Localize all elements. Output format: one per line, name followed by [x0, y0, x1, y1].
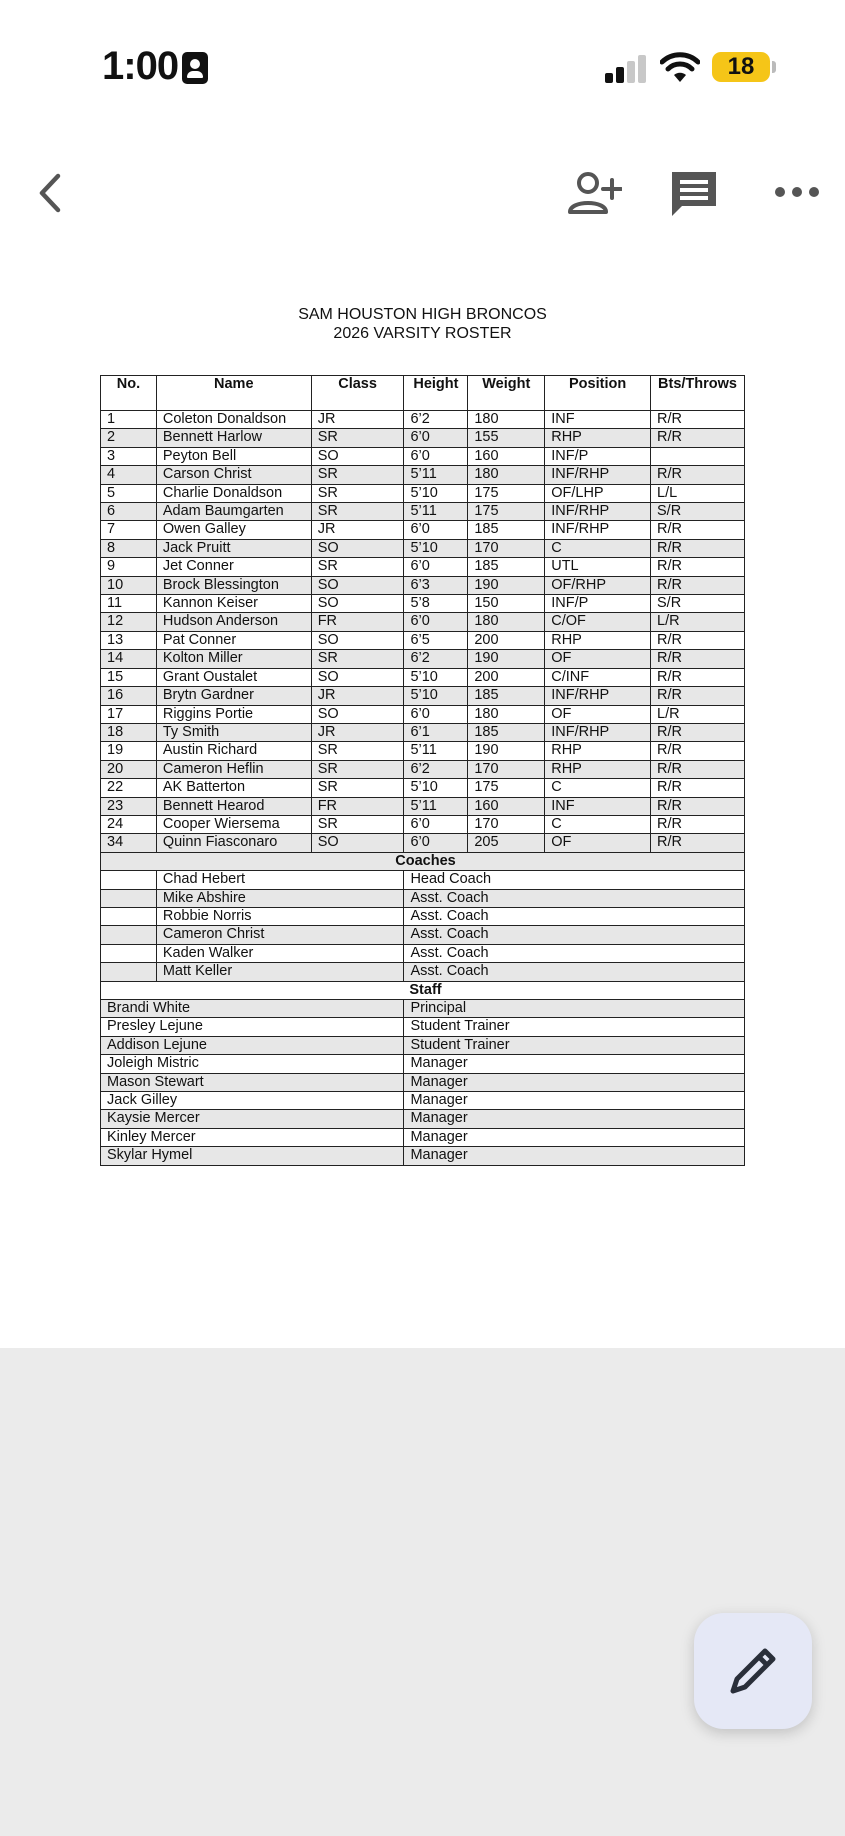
document-page	[100, 305, 745, 1164]
cell-position: INF	[545, 411, 651, 429]
coach-name: Matt Keller	[156, 963, 404, 981]
cell-weight: 185	[468, 723, 545, 741]
cell-height: 5’11	[404, 466, 468, 484]
cell-name: Cameron Heflin	[156, 760, 311, 778]
cell-position: OF/LHP	[545, 484, 651, 502]
cell-position: UTL	[545, 558, 651, 576]
status-bar	[0, 0, 845, 140]
cell-class: JR	[311, 723, 404, 741]
cell-position: INF/RHP	[545, 723, 651, 741]
table-row	[101, 981, 745, 999]
cell-no: 19	[101, 742, 157, 760]
table-row	[101, 705, 745, 723]
cell-height: 6’3	[404, 576, 468, 594]
cell-position: RHP	[545, 742, 651, 760]
cell-blank	[101, 944, 157, 962]
table-row	[101, 1018, 745, 1036]
more-horizontal-icon[interactable]	[772, 172, 822, 212]
cell-no: 20	[101, 760, 157, 778]
table-row	[101, 631, 745, 649]
staff-role: Manager	[404, 1110, 745, 1128]
staff-name: Skylar Hymel	[101, 1147, 404, 1165]
table-row	[101, 944, 745, 962]
cell-position: C	[545, 539, 651, 557]
cell-class: SR	[311, 503, 404, 521]
cell-blank	[101, 926, 157, 944]
cell-name: Bennett Harlow	[156, 429, 311, 447]
cell-name: Brytn Gardner	[156, 687, 311, 705]
cell-no: 10	[101, 576, 157, 594]
staff-section-header: Staff	[101, 981, 745, 999]
cell-class: SO	[311, 668, 404, 686]
table-row	[101, 1055, 745, 1073]
cell-no: 13	[101, 631, 157, 649]
cell-weight: 190	[468, 650, 545, 668]
cell-position: OF/RHP	[545, 576, 651, 594]
cell-position: INF/RHP	[545, 503, 651, 521]
cell-class: FR	[311, 797, 404, 815]
staff-role: Manager	[404, 1092, 745, 1110]
cell-no: 7	[101, 521, 157, 539]
cell-height: 6’0	[404, 429, 468, 447]
cell-position: INF/RHP	[545, 466, 651, 484]
table-row	[101, 484, 745, 502]
cell-weight: 180	[468, 466, 545, 484]
cell-name: Cooper Wiersema	[156, 815, 311, 833]
cell-blank	[101, 889, 157, 907]
coaches-section-header: Coaches	[101, 852, 745, 870]
cell-class: SR	[311, 558, 404, 576]
cell-weight: 150	[468, 595, 545, 613]
staff-name: Mason Stewart	[101, 1073, 404, 1091]
table-row	[101, 1036, 745, 1054]
coach-name: Cameron Christ	[156, 926, 404, 944]
cell-class: SO	[311, 595, 404, 613]
cell-height: 5’11	[404, 797, 468, 815]
add-person-icon[interactable]	[566, 168, 622, 218]
table-row	[101, 779, 745, 797]
cell-bats-throws: R/R	[651, 650, 745, 668]
table-row	[101, 503, 745, 521]
table-row	[101, 1110, 745, 1128]
cell-class: SR	[311, 779, 404, 797]
cell-height: 6’0	[404, 447, 468, 465]
coach-role: Asst. Coach	[404, 907, 745, 925]
table-row	[101, 521, 745, 539]
table-row	[101, 907, 745, 925]
cell-class: SR	[311, 742, 404, 760]
cell-weight: 190	[468, 576, 545, 594]
cell-bats-throws: R/R	[651, 631, 745, 649]
cell-height: 6’2	[404, 650, 468, 668]
cell-bats-throws: R/R	[651, 429, 745, 447]
cell-height: 5’11	[404, 503, 468, 521]
table-row	[101, 429, 745, 447]
cell-weight: 185	[468, 687, 545, 705]
cell-class: SR	[311, 760, 404, 778]
cell-no: 15	[101, 668, 157, 686]
table-row	[101, 760, 745, 778]
cell-class: SR	[311, 484, 404, 502]
table-row	[101, 447, 745, 465]
pencil-icon	[727, 1645, 779, 1697]
cell-name: Riggins Portie	[156, 705, 311, 723]
cell-no: 5	[101, 484, 157, 502]
cell-no: 23	[101, 797, 157, 815]
table-row	[101, 852, 745, 870]
cell-no: 8	[101, 539, 157, 557]
cell-bats-throws: R/R	[651, 668, 745, 686]
cell-bats-throws	[651, 447, 745, 465]
cell-no: 1	[101, 411, 157, 429]
table-row	[101, 613, 745, 631]
cell-name: Jet Conner	[156, 558, 311, 576]
cell-height: 6’0	[404, 815, 468, 833]
coach-role: Asst. Coach	[404, 944, 745, 962]
cell-class: JR	[311, 411, 404, 429]
empty-canvas-area	[0, 1348, 845, 1836]
cell-name: Bennett Hearod	[156, 797, 311, 815]
cell-name: Hudson Anderson	[156, 613, 311, 631]
cell-no: 18	[101, 723, 157, 741]
cell-bats-throws: S/R	[651, 503, 745, 521]
cell-class: SO	[311, 705, 404, 723]
battery-indicator: 18	[712, 52, 770, 82]
cell-position: RHP	[545, 429, 651, 447]
table-row	[101, 539, 745, 557]
cell-weight: 170	[468, 815, 545, 833]
cell-height: 6’2	[404, 411, 468, 429]
document-title	[100, 305, 745, 343]
cell-class: SO	[311, 834, 404, 852]
cell-height: 5’10	[404, 779, 468, 797]
cell-name: Pat Conner	[156, 631, 311, 649]
staff-name: Joleigh Mistric	[101, 1055, 404, 1073]
table-row	[101, 723, 745, 741]
cell-blank	[101, 871, 157, 889]
header-position: Position	[545, 376, 651, 411]
cell-height: 6’5	[404, 631, 468, 649]
cellular-signal-icon	[605, 55, 647, 83]
title-line-1: SAM HOUSTON HIGH BRONCOS	[298, 306, 547, 323]
table-row	[101, 815, 745, 833]
cell-bats-throws: R/R	[651, 779, 745, 797]
cell-no: 24	[101, 815, 157, 833]
cell-bats-throws: R/R	[651, 539, 745, 557]
cell-bats-throws: L/R	[651, 613, 745, 631]
staff-role: Manager	[404, 1147, 745, 1165]
table-row	[101, 797, 745, 815]
cell-height: 6’0	[404, 613, 468, 631]
table-row	[101, 926, 745, 944]
cell-bats-throws: R/R	[651, 760, 745, 778]
cell-bats-throws: R/R	[651, 742, 745, 760]
cell-weight: 185	[468, 521, 545, 539]
cell-bats-throws: R/R	[651, 411, 745, 429]
table-row	[101, 411, 745, 429]
header-class: Class	[311, 376, 404, 411]
coach-name: Chad Hebert	[156, 871, 404, 889]
cell-weight: 200	[468, 668, 545, 686]
table-row	[101, 466, 745, 484]
cell-name: AK Batterton	[156, 779, 311, 797]
cell-bats-throws: L/R	[651, 705, 745, 723]
staff-role: Manager	[404, 1073, 745, 1091]
cell-weight: 185	[468, 558, 545, 576]
status-time: 1:00	[102, 44, 179, 88]
cell-name: Brock Blessington	[156, 576, 311, 594]
cell-no: 17	[101, 705, 157, 723]
cell-no: 9	[101, 558, 157, 576]
cell-bats-throws: R/R	[651, 521, 745, 539]
cell-weight: 175	[468, 484, 545, 502]
cell-class: SR	[311, 429, 404, 447]
cell-weight: 160	[468, 447, 545, 465]
cell-height: 5’10	[404, 539, 468, 557]
cell-height: 6’2	[404, 760, 468, 778]
table-row	[101, 595, 745, 613]
cell-weight: 205	[468, 834, 545, 852]
cell-weight: 175	[468, 503, 545, 521]
edit-button[interactable]	[694, 1613, 812, 1729]
cell-class: SR	[311, 650, 404, 668]
cell-weight: 155	[468, 429, 545, 447]
cell-name: Kolton Miller	[156, 650, 311, 668]
coach-role: Head Coach	[404, 871, 745, 889]
cell-weight: 175	[468, 779, 545, 797]
cell-bats-throws: L/L	[651, 484, 745, 502]
cell-no: 14	[101, 650, 157, 668]
cell-class: SO	[311, 631, 404, 649]
cell-name: Jack Pruitt	[156, 539, 311, 557]
table-row	[101, 558, 745, 576]
cell-name: Charlie Donaldson	[156, 484, 311, 502]
coach-role: Asst. Coach	[404, 889, 745, 907]
cell-height: 5’10	[404, 687, 468, 705]
staff-name: Presley Lejune	[101, 1018, 404, 1036]
table-row	[101, 576, 745, 594]
table-row	[101, 1073, 745, 1091]
battery-cap	[772, 61, 776, 73]
title-line-2: 2026 VARSITY ROSTER	[333, 325, 512, 342]
chevron-left-icon[interactable]	[30, 168, 70, 218]
cell-no: 6	[101, 503, 157, 521]
coach-role: Asst. Coach	[404, 963, 745, 981]
cell-height: 6’0	[404, 834, 468, 852]
cell-weight: 190	[468, 742, 545, 760]
cell-bats-throws: R/R	[651, 466, 745, 484]
cell-weight: 170	[468, 760, 545, 778]
cell-name: Kannon Keiser	[156, 595, 311, 613]
cell-weight: 180	[468, 411, 545, 429]
cell-position: OF	[545, 705, 651, 723]
cell-class: SO	[311, 539, 404, 557]
cell-no: 11	[101, 595, 157, 613]
staff-name: Kinley Mercer	[101, 1128, 404, 1146]
cell-height: 6’0	[404, 705, 468, 723]
table-row	[101, 889, 745, 907]
staff-role: Manager	[404, 1055, 745, 1073]
cell-weight: 200	[468, 631, 545, 649]
table-row	[101, 742, 745, 760]
cell-class: SR	[311, 466, 404, 484]
cell-position: RHP	[545, 760, 651, 778]
coach-name: Robbie Norris	[156, 907, 404, 925]
cell-position: C/INF	[545, 668, 651, 686]
cell-position: INF/P	[545, 447, 651, 465]
cell-position: C/OF	[545, 613, 651, 631]
cell-height: 5’8	[404, 595, 468, 613]
cell-height: 5’10	[404, 484, 468, 502]
table-row	[101, 1147, 745, 1165]
contact-card-icon	[182, 52, 208, 84]
cell-name: Quinn Fiasconaro	[156, 834, 311, 852]
table-row	[101, 1128, 745, 1146]
staff-name: Jack Gilley	[101, 1092, 404, 1110]
cell-name: Ty Smith	[156, 723, 311, 741]
roster-table	[100, 375, 745, 1166]
cell-bats-throws: R/R	[651, 797, 745, 815]
table-row	[101, 687, 745, 705]
staff-role: Student Trainer	[404, 1018, 745, 1036]
cell-bats-throws: R/R	[651, 834, 745, 852]
cell-blank	[101, 963, 157, 981]
cell-weight: 170	[468, 539, 545, 557]
cell-no: 3	[101, 447, 157, 465]
cell-class: JR	[311, 521, 404, 539]
cell-bats-throws: S/R	[651, 595, 745, 613]
cell-bats-throws: R/R	[651, 558, 745, 576]
cell-name: Coleton Donaldson	[156, 411, 311, 429]
cell-no: 12	[101, 613, 157, 631]
cell-position: C	[545, 779, 651, 797]
header-name: Name	[156, 376, 311, 411]
coach-name: Mike Abshire	[156, 889, 404, 907]
cell-bats-throws: R/R	[651, 576, 745, 594]
cell-blank	[101, 907, 157, 925]
coach-name: Kaden Walker	[156, 944, 404, 962]
cell-name: Adam Baumgarten	[156, 503, 311, 521]
cell-name: Peyton Bell	[156, 447, 311, 465]
table-row	[101, 834, 745, 852]
cell-height: 5’10	[404, 668, 468, 686]
cell-class: SO	[311, 447, 404, 465]
table-row	[101, 1092, 745, 1110]
cell-position: INF	[545, 797, 651, 815]
cell-bats-throws: R/R	[651, 723, 745, 741]
cell-height: 5’11	[404, 742, 468, 760]
table-row	[101, 668, 745, 686]
header-no: No.	[101, 376, 157, 411]
cell-name: Owen Galley	[156, 521, 311, 539]
table-row	[101, 963, 745, 981]
staff-name: Brandi White	[101, 1000, 404, 1018]
comment-icon[interactable]	[668, 168, 720, 220]
header-bats-throws: Bts/Throws	[651, 376, 745, 411]
cell-position: INF/RHP	[545, 521, 651, 539]
cell-no: 16	[101, 687, 157, 705]
cell-name: Carson Christ	[156, 466, 311, 484]
staff-role: Student Trainer	[404, 1036, 745, 1054]
table-row	[101, 650, 745, 668]
cell-position: RHP	[545, 631, 651, 649]
cell-weight: 180	[468, 613, 545, 631]
cell-height: 6’0	[404, 558, 468, 576]
cell-no: 4	[101, 466, 157, 484]
cell-bats-throws: R/R	[651, 815, 745, 833]
cell-class: FR	[311, 613, 404, 631]
cell-class: JR	[311, 687, 404, 705]
cell-no: 22	[101, 779, 157, 797]
cell-name: Grant Oustalet	[156, 668, 311, 686]
staff-role: Manager	[404, 1128, 745, 1146]
cell-weight: 180	[468, 705, 545, 723]
header-weight: Weight	[468, 376, 545, 411]
cell-no: 2	[101, 429, 157, 447]
cell-height: 6’1	[404, 723, 468, 741]
header-height: Height	[404, 376, 468, 411]
table-row	[101, 1000, 745, 1018]
cell-class: SR	[311, 815, 404, 833]
staff-role: Principal	[404, 1000, 745, 1018]
cell-position: INF/RHP	[545, 687, 651, 705]
cell-class: SO	[311, 576, 404, 594]
cell-bats-throws: R/R	[651, 687, 745, 705]
cell-weight: 160	[468, 797, 545, 815]
wifi-icon	[660, 52, 700, 84]
cell-height: 6’0	[404, 521, 468, 539]
staff-name: Kaysie Mercer	[101, 1110, 404, 1128]
cell-position: OF	[545, 650, 651, 668]
cell-position: C	[545, 815, 651, 833]
table-header-row	[101, 376, 745, 411]
cell-name: Austin Richard	[156, 742, 311, 760]
cell-position: INF/P	[545, 595, 651, 613]
cell-no: 34	[101, 834, 157, 852]
coach-role: Asst. Coach	[404, 926, 745, 944]
staff-name: Addison Lejune	[101, 1036, 404, 1054]
cell-position: OF	[545, 834, 651, 852]
table-row	[101, 871, 745, 889]
